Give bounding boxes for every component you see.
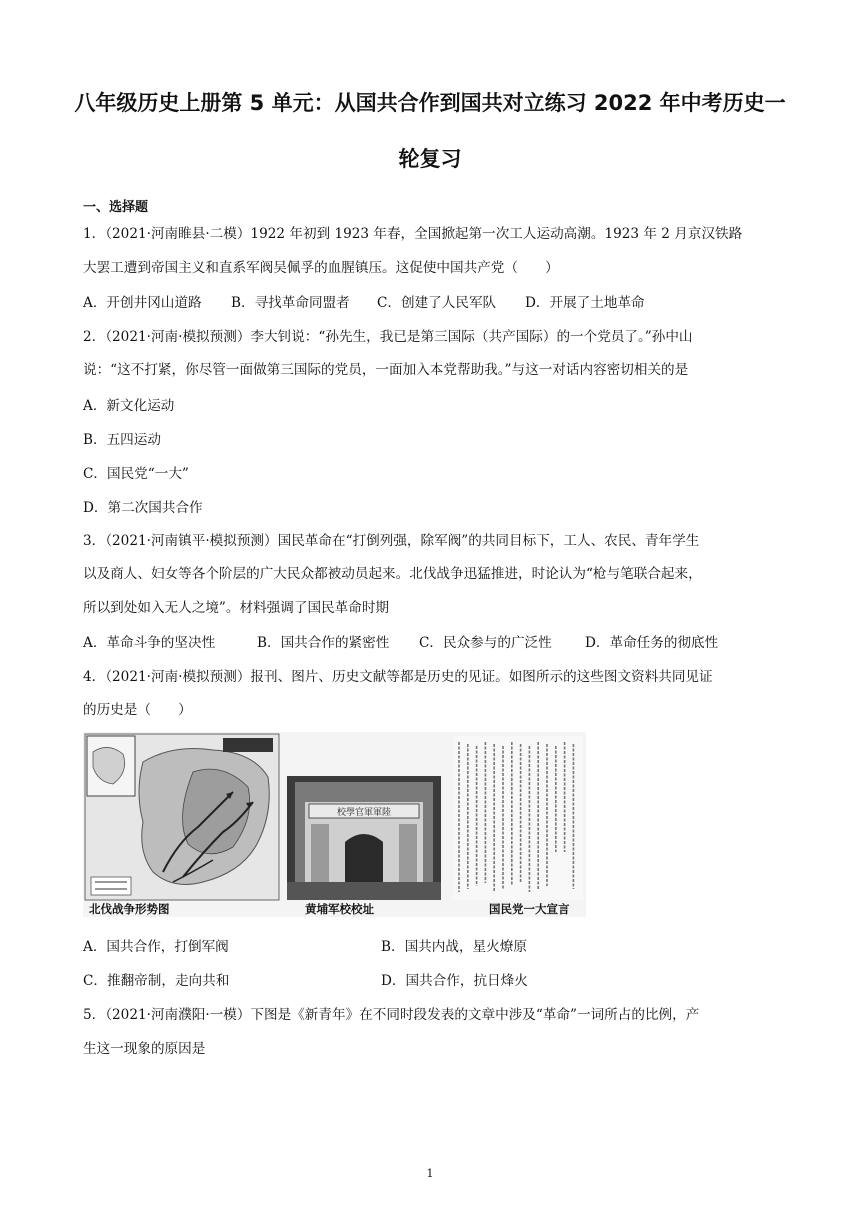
question-1-line-1: 1．（2021·河南睢县·二模）1922 年初到 1923 年春，全国掀起第一次工人运动高潮。1923 年 2 月京汉铁路 — [83, 226, 743, 242]
declaration-document-image — [453, 736, 583, 900]
question-4-option-a[interactable]: A．国共合作，打倒军阀 — [83, 939, 229, 955]
question-2-option-b[interactable]: B．五四运动 — [83, 432, 161, 448]
question-1-options — [83, 291, 645, 311]
figure-caption-declaration: 国民党一大宣言 — [489, 902, 570, 916]
figure-illustrations — [83, 732, 586, 917]
whampoa-academy-photo — [287, 776, 441, 900]
question-4-option-b[interactable]: B．国共内战，星火燎原 — [381, 939, 527, 955]
section-heading: 一、选择题 — [83, 200, 149, 215]
document-title — [60, 75, 800, 187]
question-3-option-a[interactable]: A．革命斗争的坚决性 — [83, 635, 216, 651]
question-4-options-row-1 — [83, 935, 527, 955]
question-3-option-b[interactable]: B．国共合作的紧密性 — [257, 635, 390, 651]
question-1-line-2: 大罢工遭到帝国主义和直系军阀吴佩孚的血腥镇压。这促使中国共产党（ ） — [83, 260, 559, 276]
title-line-1: 八年级历史上册第 5 单元：从国共合作到国共对立练习 2022 年中考历史一 — [74, 91, 786, 115]
page-number: 1 — [426, 1167, 434, 1180]
figure-caption-academy: 黄埔军校校址 — [305, 902, 374, 916]
question-2-option-c[interactable]: C．国民党“一大” — [83, 466, 189, 482]
title-line-2: 轮复习 — [398, 147, 462, 171]
question-1-option-d[interactable]: D．开展了土地革命 — [525, 295, 645, 311]
question-5-line-2: 生这一现象的原因是 — [83, 1041, 206, 1057]
question-4-option-d[interactable]: D．国共合作，抗日烽火 — [381, 973, 528, 989]
question-3-line-3: 所以到处如入无人之境”。材料强调了国民革命时期 — [83, 600, 390, 616]
question-3-option-c[interactable]: C．民众参与的广泛性 — [419, 635, 552, 651]
question-2-option-a[interactable]: A．新文化运动 — [83, 398, 175, 414]
question-1-option-c[interactable]: C．创建了人民军队 — [377, 295, 497, 311]
northern-expedition-map — [85, 734, 279, 900]
question-1-option-b[interactable]: B．寻找革命同盟者 — [231, 295, 350, 311]
question-4-line-2: 的历史是（ ） — [83, 702, 192, 718]
question-4-option-c[interactable]: C．推翻帝制，走向共和 — [83, 973, 230, 989]
question-4-line-1: 4．（2021·河南·模拟预测）报刊、图片、历史文献等都是历史的见证。如图所示的这些图文资料共同见证 — [83, 669, 713, 685]
question-5-line-1: 5．（2021·河南濮阳·一模）下图是《新青年》在不同时段发表的文章中涉及“革命”一词所占的比例，产 — [83, 1007, 700, 1023]
gate-plaque-text: 校學官軍軍陸 — [336, 808, 392, 818]
question-4-options-row-2 — [83, 969, 528, 989]
question-4-figure — [83, 732, 586, 917]
question-2-line-1: 2．（2021·河南·模拟预测）李大钊说：“孙先生，我已是第三国际（共产国际）的一个党员了。”孙中山 — [83, 329, 693, 345]
figure-caption-map: 北伐战争形势图 — [89, 902, 170, 916]
question-1-option-a[interactable]: A．开创井冈山道路 — [83, 295, 202, 311]
question-3-line-1: 3．（2021·河南镇平·模拟预测）国民革命在“打倒列强，除军阀”的共同目标下，工人、农民、青年学生 — [83, 533, 700, 549]
question-2-option-d[interactable]: D．第二次国共合作 — [83, 500, 203, 516]
question-2-line-2: 说：“这不打紧，你尽管一面做第三国际的党员，一面加入本党帮助我。”与这一对话内容密切相关的是 — [83, 362, 689, 378]
question-3-line-2: 以及商人、妇女等各个阶层的广大民众都被动员起来。北伐战争迅猛推进，时论认为“枪与笔联合起来， — [83, 566, 702, 582]
question-3-options — [83, 631, 718, 651]
question-3-option-d[interactable]: D．革命任务的彻底性 — [585, 635, 719, 651]
